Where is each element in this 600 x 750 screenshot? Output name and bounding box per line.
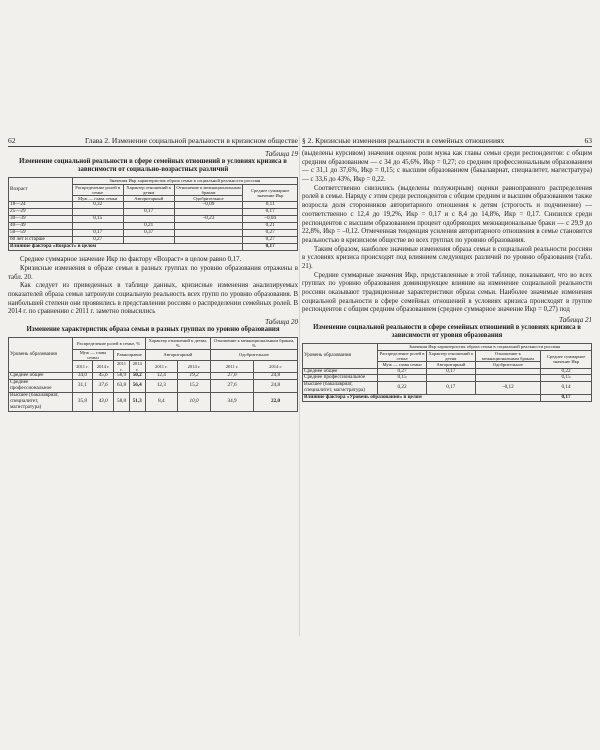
table-21-label: Таблица 21 [559, 316, 592, 325]
row-label: Среднее профессиональное [9, 379, 73, 392]
table-21 [302, 343, 592, 402]
cell: –0,04 [243, 216, 298, 223]
cell [426, 375, 475, 382]
left-page [8, 136, 298, 636]
table-row [9, 230, 298, 237]
cell: 34,9 [210, 392, 253, 411]
table-row [9, 223, 298, 230]
subheader-approving: Одобрительное [174, 196, 243, 202]
factor-label: Влияние фактора «Возраст» в целом [9, 244, 243, 251]
cell [174, 230, 243, 237]
header-children: Характер отношений к детям, % [145, 338, 210, 350]
subheader-authoritarian: Авторитарный [123, 196, 174, 202]
table-19-label: Таблица 19 [265, 150, 298, 158]
year-header: 2011 г. [72, 361, 93, 373]
cell: 37,6 [93, 379, 114, 392]
header-roles: Распределение ролей в семье, % [72, 338, 145, 350]
row-label: Среднее общее [9, 372, 73, 379]
year-header: 2011 г. [145, 361, 177, 373]
cell: 0,15 [72, 216, 123, 223]
cell: 24,8 [254, 372, 298, 379]
table-row [9, 216, 298, 223]
header-average: Среднее суммарное значение Икр [540, 350, 591, 368]
row-label: Высшее (бакалавриат, специалитет, магистратура) [303, 382, 378, 395]
cell: 0,22 [540, 368, 591, 375]
table-19-title: Изменение социальной реальности в сфере семейных отношений в условиях кризиса в зависимости от социально-возрастных различий [19, 158, 287, 174]
table-19 [8, 177, 298, 251]
subheader-authoritarian: Авторитарный [426, 362, 475, 368]
cell: 0,14 [540, 382, 591, 395]
table-row [303, 382, 592, 395]
row-label: Среднее профессиональное [303, 375, 378, 382]
cell: 19,2 [178, 372, 211, 379]
cell [475, 368, 540, 375]
cell: 58,8 [114, 392, 130, 411]
cell: 0,15 [378, 375, 427, 382]
cell: 0,17 [123, 209, 174, 216]
header-age: Возраст [9, 178, 73, 202]
header-marriage: Отношение к межнациональным бракам [174, 184, 243, 196]
cell: –0,12 [475, 382, 540, 395]
cell: 56,4 [129, 379, 145, 392]
cell: 0,27 [378, 368, 427, 375]
cell: 0,27 [243, 237, 298, 244]
chapter-title: § 2. Кризисные изменения реальности в семейных отношениях [302, 136, 505, 145]
cell [475, 375, 540, 382]
cell: 10,0 [178, 392, 211, 411]
cell: 0,21 [243, 223, 298, 230]
table-21-title: Изменение социальной реальности в сфере семейных отношений в условиях кризиса в зависимости от уровня образования [313, 324, 581, 340]
header-average: Среднее суммарное значение Икр [243, 184, 298, 202]
subheader-head: Муж — глава семьи [72, 349, 114, 361]
cell: 27,6 [210, 379, 253, 392]
factor-value: 0,17 [243, 244, 298, 251]
cell: 24,8 [254, 379, 298, 392]
paragraph: Среднее суммарное значение Икр по фактору «Возраст» в целом равно 0,17. [20, 256, 242, 264]
cell: 0,11 [243, 202, 298, 209]
cell: 35,8 [72, 392, 93, 411]
page-number: 63 [584, 136, 592, 145]
cell: 0,21 [123, 223, 174, 230]
subheader-approving: Одобрительное [210, 349, 297, 361]
paragraph: Кризисные изменения в образе семьи в разных группах по уровню образования отражены в табл. 20. [8, 264, 298, 281]
subheader-approving: Одобрительное [475, 362, 540, 368]
cell: 50,2 [129, 372, 145, 379]
header-level: Уровень образования [9, 338, 73, 373]
right-page [302, 136, 592, 636]
cell: 22,0 [254, 392, 298, 411]
cell: 0,15 [540, 375, 591, 382]
cell: 0,32 [72, 202, 123, 209]
table-20-title: Изменение характеристик образа семьи в разных группах по уровню образования [26, 326, 280, 334]
header-children: Характер отношений к детям [123, 184, 174, 196]
table-row [9, 209, 298, 216]
row-label: 60 лет и старше [9, 237, 73, 244]
cell [123, 237, 174, 244]
subheader-head: Муж — глава семьи [72, 196, 123, 202]
table-row [9, 379, 298, 392]
factor-row [303, 395, 592, 402]
row-label: Высшее (бакалавриат, специалитет, магистратура) [9, 392, 73, 411]
row-label: 30—39 [9, 216, 73, 223]
cell: 0,17 [72, 230, 123, 237]
cell: 0,27 [72, 237, 123, 244]
running-head-left [8, 136, 298, 147]
header-roles: Распределение ролей в семье [72, 184, 123, 196]
year-header: 2014 г. [93, 361, 114, 373]
header-marriage: Отношение к межнациональным бракам [475, 350, 540, 362]
cell: 34,0 [72, 372, 93, 379]
cell: 0,17 [426, 382, 475, 395]
page-number: 62 [8, 136, 16, 145]
cell [174, 223, 243, 230]
cell: 43,0 [93, 392, 114, 411]
cell: 0,17 [426, 368, 475, 375]
table-20-label: Таблица 20 [265, 318, 298, 327]
running-head-right [302, 136, 592, 147]
book-spine [299, 136, 300, 636]
header-roles: Распределение ролей в семье [379, 350, 425, 361]
header-group: Значения Икр характеристик образа семьи в социальной реальности россиян [378, 344, 592, 350]
cell: 58,9 [114, 372, 130, 379]
cell: 51,3 [129, 392, 145, 411]
year-header: 2014 г. [178, 361, 211, 373]
row-label: 50—59 [9, 230, 73, 237]
cell: 15,2 [178, 379, 211, 392]
cell: 0,17 [243, 209, 298, 216]
year-header: 2014 г. [129, 361, 145, 373]
paragraph: Таким образом, наиболее значимые изменения образа семьи в социальной реальности россиян в условиях кризиса происходят под влиянием следующих различий по уровню образования (табл. 21). [302, 245, 592, 270]
cell: 12,4 [145, 372, 177, 379]
cell: 8,4 [145, 392, 177, 411]
table-row [9, 372, 298, 379]
cell: 31,1 [72, 379, 93, 392]
subheader-authoritarian: Авторитарный [145, 349, 210, 361]
paragraph: Средние суммарные значения Икр, представленные в этой таблице, показывают, что во всех группах по уровню образования доминирующее влияние на изменение социальной реальности россиян оказывают традиционные характеристики образа семьи. Наиболее значимые изменения социальной реальности в сфере семейных отношений в условиях кризиса происходят в группе респондентов с общим средним образованием (среднее суммарное значение Икр = 0,27) под [302, 271, 592, 314]
cell: –0,23 [174, 216, 243, 223]
paragraph: Соответственно снизились (выделены полужирным) оценки равноправного распределения ролей в семье. Наряду с этим среди респондентов с общим средним и высшим образованием также возросла доля сторонников авторитарного отношения к детям (строгость и подчинение) — соответственно с 12,4 до 19,2%, Икр = 0,17 и с 8,4 до 14,8%, Икр = 0,17. Снизился среди респондентов с высшим образованием процент одобряющих межнациональные браки — с 29,9 до 22,8%, Икр = –0,12. Отмеченная тенденция усиления авторитарного отношения в семье становится реальностью в кризисном обществе во всех группах по уровню образования. [302, 184, 592, 244]
cell: 0,27 [243, 230, 298, 237]
paragraph: Как следует из приведенных в таблице данных, кризисные изменения анализируемых показателей образа семьи затронули социальную реальность всех групп по уровню образования. В наибольшей степени они проявились в представлении россиян о распределении семейных ролей. В 2014 г. по сравнению с 2011 г. заметно повысились [8, 282, 298, 316]
header-group: Значения Икр характеристик образа семьи в социальной реальности россиян [72, 178, 297, 184]
cell: 12,3 [145, 379, 177, 392]
subheader-head: Муж — глава семьи [378, 362, 427, 368]
year-header: 2011 г. [210, 361, 253, 373]
table-row [9, 392, 298, 411]
subheader-equal: Равноправие [114, 349, 145, 361]
row-label: 25—29 [9, 209, 73, 216]
table-20 [8, 337, 298, 412]
year-header: 2011 г. [114, 361, 130, 373]
factor-row [9, 244, 298, 251]
row-label: Среднее общее [303, 368, 378, 375]
chapter-title: Глава 2. Изменение социальной реальности в кризисном обществе [84, 136, 298, 145]
header-marriage: Отношение к межнациональным бракам, % [210, 338, 297, 350]
cell: 0,22 [378, 382, 427, 395]
cell: –0,09 [174, 202, 243, 209]
cell: 45,6 [93, 372, 114, 379]
cell: 27,0 [210, 372, 253, 379]
paragraph: (выделены курсивом) значения оценок роли мужа как главы семьи среди респондентов: с общим средним образованием — с 34 до 45,6%, Икр = 0,27; со средним профессиональным образованием — с 31,1 до 37,6%, Икр = 0,15; с высшим образованием (бакалавриат, специалитет, магистратура) — с 33,6 до 43%, Икр = 0,22. [302, 150, 592, 184]
header-children: Характер отношений к детям [426, 350, 475, 362]
factor-label: Влияние фактора «Уровень образования» в целом [303, 395, 541, 402]
cell: 0,37 [123, 230, 174, 237]
row-label: 18—24 [9, 202, 73, 209]
factor-value: 0,17 [540, 395, 591, 402]
year-header: 2014 г. [254, 361, 298, 373]
cell: 63,8 [114, 379, 130, 392]
table-row [9, 202, 298, 209]
row-label: 40—49 [9, 223, 73, 230]
header-level: Уровень образования [303, 344, 378, 368]
cell [174, 237, 243, 244]
